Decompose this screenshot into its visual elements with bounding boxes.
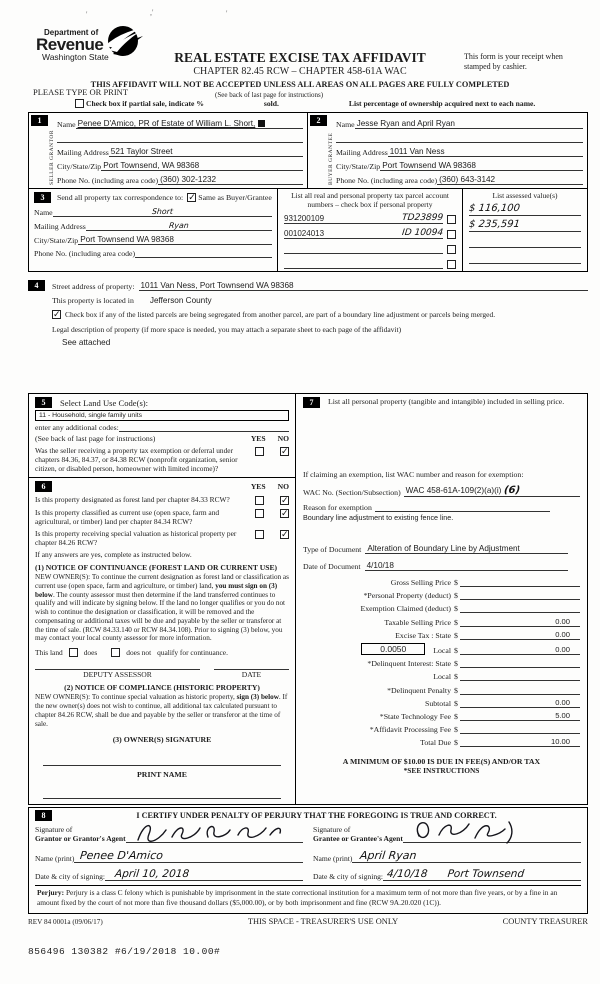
grantor-date-city-field[interactable]: April 10, 2018 <box>105 868 303 881</box>
form-subtitle: CHAPTER 82.45 RCW – CHAPTER 458-61A WAC <box>193 66 407 77</box>
corr-csz-field[interactable]: Port Townsend WA 98368 <box>78 235 272 245</box>
gross-selling-price-field[interactable] <box>460 577 580 587</box>
buyer-mailing-field[interactable]: 1011 Van Ness <box>388 147 583 157</box>
notice-compliance-body: NEW OWNER(S): To continue special valuation as historic property, sign (3) below. If the new owner(s) does not wish to continue, all additional tax calculated pursuant to chapter 84.26 RCW, shall be due and payable by the seller or transferor at the time of sale. <box>35 693 288 728</box>
buyer-csz-label: City/State/Zip <box>336 162 381 171</box>
exemption-intro: If claiming an exemption, list WAC number and reason for exemption: <box>303 470 524 479</box>
agency-state: Washington State <box>42 52 109 62</box>
money-row: *Personal Property (deduct) $ <box>303 590 580 600</box>
notice-continuance-body: NEW OWNER(S): To continue the current designation as forest land or classification as current use (open space, farm and agriculture, or timber) land, you must sign on (3) below. The county assessor must then determine if the land transferred continues to qualify and will indicate by signing below. If the land no longer qualifies or you do not wish to continue the designation or classification, it will be removed and the compensating or additional taxes will be due and payable by the seller or transferor at the time of sale. (RCW 84.33.140 or RCW 84.34.108). Prior to signing (3) below, you may contact your local county assessor for more information. <box>35 573 289 643</box>
historical-no-checkbox[interactable] <box>280 530 289 539</box>
excise-tax-state-field[interactable]: 0.00 <box>460 630 580 640</box>
scan-artifact: ,' <box>150 8 154 17</box>
exemption-question-row <box>35 446 289 473</box>
parcel-number: 001024013 <box>284 229 325 238</box>
correspondence-parcel-strip <box>28 189 588 272</box>
parcel-row <box>284 228 456 239</box>
money-row: Local $ <box>303 671 580 681</box>
delinquent-interest-local-field[interactable] <box>460 671 580 681</box>
form-footer <box>28 917 588 926</box>
section-1-badge: 1 <box>31 115 48 126</box>
section-2-badge: 2 <box>310 115 327 126</box>
seller-phone-label: Phone No. (including area code) <box>57 176 159 185</box>
signature-of-label: Signature of <box>35 825 73 835</box>
property-location-section <box>28 272 588 347</box>
wac-handwritten: (6) <box>503 485 521 496</box>
section-4-badge: 4 <box>28 280 45 291</box>
print-name-line[interactable] <box>43 787 281 799</box>
same-as-buyer-label: Same as Buyer/Grantee <box>198 193 272 202</box>
personal-property-deduct-field[interactable] <box>460 590 580 600</box>
segregated-label: Check box if any of the listed parcels are being segregated from another parcel, are part of a boundary line adjustment or parcels being merged. <box>65 310 496 319</box>
personal-property-checkbox[interactable] <box>447 260 456 269</box>
wac-label: WAC No. (Section/Subsection) <box>303 488 401 497</box>
money-section <box>303 577 580 747</box>
does-label: does <box>83 648 98 658</box>
redaction-mark <box>258 120 265 127</box>
grantee-date-city-label: Date & city of signing: <box>313 872 384 882</box>
buyer-extra-name-field[interactable] <box>336 142 583 143</box>
current-use-no-checkbox[interactable] <box>280 509 289 518</box>
subtotal-field[interactable]: 0.00 <box>460 698 580 708</box>
total-due-field[interactable]: 10.00 <box>460 737 580 747</box>
deputy-assessor-label: DEPUTY ASSESSOR <box>83 670 152 680</box>
buyer-csz-field[interactable]: Port Townsend WA 98368 <box>380 161 583 171</box>
assessed-value-row: $ 235,591 <box>469 219 581 232</box>
wac-field[interactable]: WAC 458-61A-109(2)(a)(i) (6) <box>404 485 580 497</box>
segregated-checkbox[interactable] <box>52 310 61 319</box>
exemption-tax-section <box>296 393 588 805</box>
affidavit-processing-fee-field[interactable] <box>460 724 580 734</box>
personal-property-checkbox[interactable] <box>447 245 456 254</box>
corr-mailing-field[interactable]: Ryan <box>86 221 272 231</box>
this-land-label: This land <box>35 648 63 658</box>
land-use-title: Select Land Use Code(s): <box>60 397 149 408</box>
same-as-buyer-checkbox[interactable] <box>187 193 196 202</box>
question-row <box>35 495 289 505</box>
state-technology-fee-field[interactable]: 5.00 <box>460 711 580 721</box>
land-use-code-box[interactable]: 11 - Household, single family units <box>35 410 289 421</box>
seller-csz-field[interactable]: Port Townsend, WA 98368 <box>101 161 303 171</box>
parcel-number: 931200109 <box>284 214 325 223</box>
historical-question: Is this property receiving special valuation as historical property per chapter 84.26 RCW? <box>35 529 237 547</box>
section-7-badge: 7 <box>303 397 320 408</box>
scan-artifact: ' <box>226 9 228 18</box>
buyer-name-field[interactable]: Jesse Ryan and April Ryan <box>355 119 583 129</box>
money-row: Excise Tax : State $ 0.00 <box>303 630 580 640</box>
buyer-mailing-label: Mailing Address <box>336 148 388 157</box>
lower-columns <box>28 393 588 805</box>
corr-mailing-label: Mailing Address <box>34 222 86 231</box>
current-use-question: Is this property classified as current use (open space, farm and agricultural, or timber) land per chapter 84.34 RCW? <box>35 508 220 526</box>
money-row: Total Due $ 10.00 <box>303 737 580 747</box>
sold-label: sold. <box>263 99 279 108</box>
historical-yes-checkbox[interactable] <box>255 530 264 539</box>
date-of-document-field[interactable]: 4/10/18 <box>365 561 568 571</box>
forest-yes-checkbox[interactable] <box>255 496 264 505</box>
grantee-name-print-field[interactable]: April Ryan <box>352 849 581 863</box>
yes-header: YES <box>250 434 266 443</box>
form-title: REAL ESTATE EXCISE TAX AFFIDAVIT <box>174 50 426 65</box>
assessed-value-row: $ 116,100 <box>469 203 581 216</box>
section-8-badge: 8 <box>35 810 52 821</box>
receipt-note: This form is your receipt when stamped by cashier. <box>464 52 563 71</box>
certification-section <box>28 807 588 914</box>
personal-property-checkbox[interactable] <box>447 215 456 224</box>
agency-name: Revenue <box>36 35 104 54</box>
reason-field[interactable] <box>375 511 550 512</box>
form-header <box>0 0 600 112</box>
street-address-field[interactable]: 1011 Van Ness, Port Townsend WA 98368 <box>139 281 589 291</box>
local-rate-box: 0.0050 <box>361 643 425 655</box>
owners-signature-line[interactable] <box>43 754 281 766</box>
money-row: Taxable Selling Price $ 0.00 <box>303 617 580 627</box>
partial-sale-row <box>75 99 590 108</box>
grantee-name-print-label: Name (print) <box>313 854 353 864</box>
qualify-label: qualify for continuance. <box>157 648 228 658</box>
seller-section <box>29 113 308 188</box>
parcel-hw: ID 10094 <box>401 228 444 238</box>
type-of-document-field[interactable]: Alteration of Boundary Line by Adjustment <box>365 544 568 554</box>
parcel-numbers-section <box>277 189 463 271</box>
minimum-note-line2: *SEE INSTRUCTIONS <box>403 766 480 776</box>
see-back-note: (See back of last page for instructions) <box>215 91 324 99</box>
buyer-phone-label: Phone No. (including area code) <box>336 176 438 185</box>
corr-phone-label: Phone No. (including area code) <box>34 249 136 258</box>
corr-csz-label: City/State/Zip <box>34 236 79 245</box>
money-row: *State Technology Fee $ 5.00 <box>303 711 580 721</box>
county-value: Jefferson County <box>149 296 212 305</box>
corr-name-field[interactable]: Short <box>53 207 272 217</box>
grantee-signature-field[interactable] <box>403 832 581 843</box>
seller-extra-name-field[interactable] <box>57 142 303 143</box>
type-of-document-label: Type of Document <box>303 545 362 554</box>
perjury-notice: Perjury: Perjury is a class C felony which is punishable by imprisonment in the state correctional institution for a maximum term of not more than five years, or by a fine in an amount fixed by the court of not more than five thousand dollars ($5,000.00), or by both imprisonment and fine (RCW 9A.20.020 (1C)). <box>35 885 581 910</box>
partial-sale-checkbox[interactable] <box>75 99 84 108</box>
grantee-signature-image <box>411 818 521 844</box>
buyer-name-label: Name <box>336 120 355 129</box>
type-or-print: PLEASE TYPE OR PRINT <box>33 87 129 97</box>
personal-property-blank-area <box>303 408 580 470</box>
parcel-row <box>284 213 456 224</box>
grantor-date-city-label: Date & city of signing: <box>35 872 106 882</box>
scan-artifact: ' <box>86 10 88 19</box>
exemption-yes-checkbox[interactable] <box>255 447 264 456</box>
buyer-section <box>308 113 587 188</box>
seller-mailing-field[interactable]: 521 Taylor Street <box>109 147 303 157</box>
question-row <box>35 508 289 526</box>
see-back-label: (See back of last page for instructions) <box>35 434 156 443</box>
forest-land-question: Is this property designated as forest land per chapter 84.33 RCW? <box>35 495 230 504</box>
exemption-no-checkbox[interactable] <box>280 447 289 456</box>
money-row: Subtotal $ 0.00 <box>303 698 580 708</box>
does-checkbox[interactable] <box>69 648 78 657</box>
treasurer-stamp: 856496 130382 #6/19/2018 10.00# <box>28 946 221 957</box>
exemption-claimed-field[interactable] <box>460 603 580 613</box>
delinquent-penalty-field[interactable] <box>460 685 580 695</box>
print-name-label: PRINT NAME <box>137 770 187 780</box>
delinquent-interest-state-field[interactable] <box>460 658 580 668</box>
parcel-row <box>284 258 456 269</box>
treasurer-space-label: THIS SPACE - TREASURER'S USE ONLY <box>247 916 399 926</box>
exemption-question: Was the seller receiving a property tax exemption or deferral under chapters 84.36, 84.37, or 84.38 RCW (nonprofit organization, senior citizen, or disabled person, homeowner with limited income)? <box>35 446 238 473</box>
parcel-hw: TD23899 <box>401 213 444 223</box>
date-of-document-label: Date of Document <box>303 562 361 571</box>
forest-no-checkbox[interactable] <box>280 496 289 505</box>
grantor-name-print-label: Name (print) <box>35 854 75 864</box>
seller-name-label: Name <box>57 120 76 129</box>
yes-header: YES <box>250 482 266 491</box>
grantor-signature-image <box>134 820 284 844</box>
land-use-section <box>28 393 296 478</box>
legal-description-label: Legal description of property (if more space is needed, you may attach a separate sheet to each page of the affidavit) <box>52 325 402 334</box>
minimum-note-line1: A MINIMUM OF $10.00 IS DUE IN FEE(S) AND/OR TAX <box>342 757 541 767</box>
seller-buyer-box <box>28 112 588 189</box>
warning-line: THIS AFFIDAVIT WILL NOT BE ACCEPTED UNLESS ALL AREAS ON ALL PAGES ARE FULLY COMPLETED <box>90 80 510 89</box>
notice-continuance-title: (1) NOTICE OF CONTINUANCE (FOREST LAND OR CURRENT USE) <box>35 563 278 572</box>
reason-value: Boundary line adjustment to existing fence line. <box>303 513 454 522</box>
taxable-selling-price-field[interactable]: 0.00 <box>460 617 580 627</box>
owners-signature-label: (3) OWNER(S) SIGNATURE <box>112 735 212 745</box>
partial-sale-label: Check box if partial sale, indicate % <box>86 99 204 108</box>
money-row: *Affidavit Processing Fee $ <box>303 724 580 734</box>
grantee-signature-block <box>313 823 581 881</box>
classification-section <box>28 478 296 805</box>
current-use-yes-checkbox[interactable] <box>255 509 264 518</box>
no-header: NO <box>277 434 289 443</box>
money-row: *Delinquent Interest: State $ <box>303 658 580 668</box>
additional-codes-field[interactable] <box>119 431 289 432</box>
does-not-checkbox[interactable] <box>111 648 120 657</box>
parcel-row <box>284 243 456 254</box>
corr-phone-field[interactable] <box>135 257 272 258</box>
signature-of-label: Signature of <box>313 825 351 835</box>
if-yes-note: If any answers are yes, complete as instructed below. <box>35 550 192 559</box>
legal-description-value: See attached <box>62 338 111 347</box>
ownership-note: List percentage of ownership acquired next to each name. <box>348 99 536 108</box>
parcel-header: List all real and personal property tax parcel account numbers – check box if personal property <box>291 191 449 209</box>
assessed-value-row <box>469 235 581 248</box>
left-column <box>28 393 296 805</box>
grantee-date-city-field[interactable]: 4/10/18 Port Townsend <box>383 868 581 881</box>
correspondence-label: Send all property tax correspondence to: <box>57 193 184 202</box>
grantor-signature-field[interactable] <box>126 832 303 843</box>
assessed-value-row <box>469 251 581 264</box>
corr-name-label: Name <box>34 208 53 217</box>
county-treasurer-label: COUNTY TREASURER <box>502 916 588 926</box>
grantee-agent-label: Grantee or Grantee's Agent <box>313 834 403 844</box>
assessed-header: List assessed value(s) <box>492 191 558 200</box>
correspondence-section <box>29 189 277 271</box>
street-address-label: Street address of property: <box>52 282 135 291</box>
additional-codes-label: enter any additional codes: <box>35 423 119 432</box>
section-3-badge: 3 <box>34 192 51 203</box>
excise-tax-local-field[interactable]: 0.00 <box>460 645 580 655</box>
no-header: NO <box>277 482 289 491</box>
date-label: DATE <box>241 670 262 680</box>
seller-csz-label: City/State/Zip <box>57 162 102 171</box>
seller-side-label: SELLER GRANTOR <box>49 129 55 185</box>
money-row: Exemption Claimed (deduct) $ <box>303 603 580 613</box>
located-in-label: This property is located in <box>52 296 134 305</box>
certify-statement: I CERTIFY UNDER PENALTY OF PERJURY THAT THE FOREGOING IS TRUE AND CORRECT. <box>136 811 497 821</box>
grantor-agent-label: Grantor or Grantor's Agent <box>35 834 126 844</box>
rev-number: REV 84 0001a (09/06/17) <box>28 917 103 926</box>
seller-phone-field[interactable]: (360) 302-1232 <box>158 175 303 185</box>
section-5-badge: 5 <box>35 397 52 408</box>
seller-mailing-label: Mailing Address <box>57 148 109 157</box>
notice-compliance-title: (2) NOTICE OF COMPLIANCE (HISTORIC PROPERTY) <box>64 683 260 693</box>
money-row: *Delinquent Penalty $ <box>303 685 580 695</box>
grantor-signature-block <box>35 823 303 881</box>
personal-property-title: List all personal property (tangible and intangible) included in selling price. <box>328 397 565 406</box>
question-row <box>35 529 289 547</box>
buyer-phone-field[interactable]: (360) 643-3142 <box>437 175 583 185</box>
reason-label: Reason for exemption <box>303 503 372 512</box>
seller-name-field[interactable]: Penee D'Amico, PR of Estate of William L. Short, <box>76 119 303 129</box>
money-row: 0.0050 Local $ 0.00 <box>303 643 580 655</box>
agency-dept: Department of <box>44 28 99 37</box>
grantor-name-print-field[interactable]: Penee D'Amico <box>74 849 303 863</box>
money-row: Gross Selling Price $ <box>303 577 580 587</box>
personal-property-checkbox[interactable] <box>447 230 456 239</box>
does-not-label: does not <box>126 648 152 658</box>
section-6-badge: 6 <box>35 481 52 492</box>
buyer-side-label: BUYER GRANTEE <box>328 132 334 185</box>
assessed-values-section <box>463 189 587 271</box>
